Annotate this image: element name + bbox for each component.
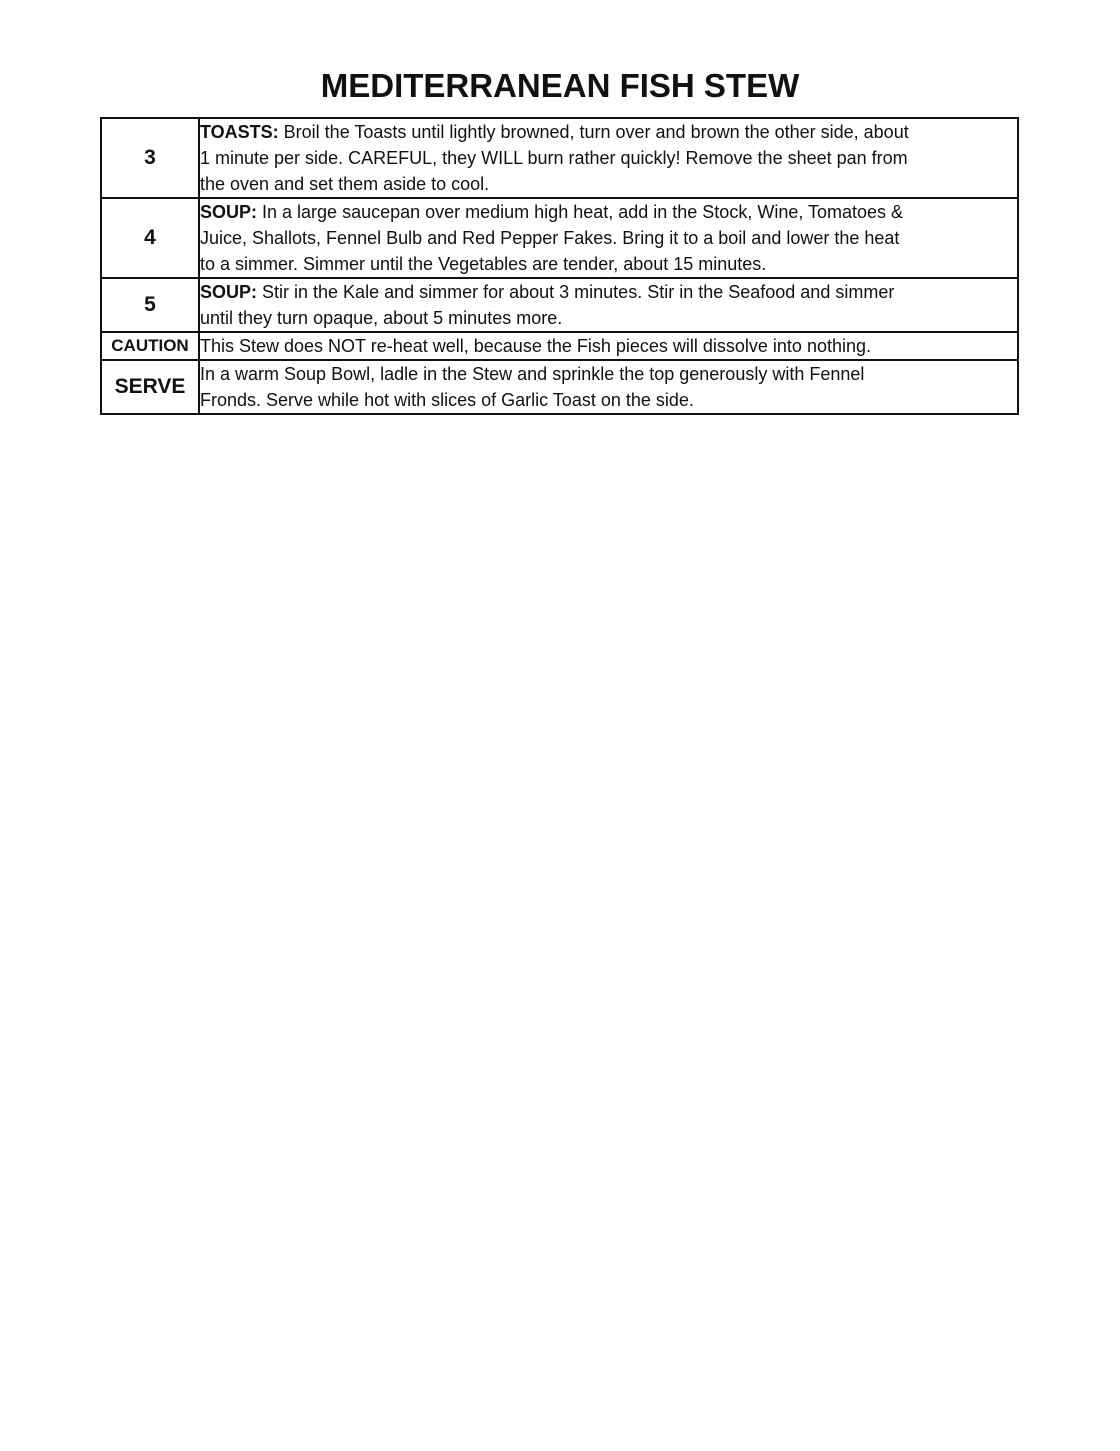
step-instructions — [199, 198, 1018, 278]
instruction-line — [200, 199, 1017, 225]
step-heading: SOUP: — [200, 202, 258, 222]
instruction-line: This Stew does NOT re-heat well, because the Fish pieces will dissolve into nothing. — [200, 336, 871, 356]
step-number: 5 — [101, 278, 199, 332]
step-row-5 — [101, 278, 1018, 332]
instruction-line: the oven and set them aside to cool. — [200, 174, 490, 194]
instruction-line: In a warm Soup Bowl, ladle in the Stew and sprinkle the top generously with Fennel — [200, 364, 865, 384]
instruction-text: Broil the Toasts until lightly browned, turn over and brown the other side, about — [278, 122, 909, 142]
step-row-4 — [101, 198, 1018, 278]
caution-label: CAUTION — [101, 332, 199, 360]
instruction-line — [200, 279, 1017, 305]
instruction-line: 1 minute per side. CAREFUL, they WILL burn rather quickly! Remove the sheet pan from — [200, 148, 908, 168]
step-number: 3 — [101, 118, 199, 198]
serve-instructions — [199, 360, 1018, 414]
instruction-line: Fronds. Serve while hot with slices of Garlic Toast on the side. — [200, 390, 694, 410]
step-instructions — [199, 278, 1018, 332]
instruction-text: In a large saucepan over medium high heat, add in the Stock, Wine, Tomatoes & — [257, 202, 904, 222]
step-row-3 — [101, 118, 1018, 198]
instruction-text: Stir in the Kale and simmer for about 3 minutes. Stir in the Seafood and simmer — [257, 282, 895, 302]
page-title: MEDITERRANEAN FISH STEW — [320, 67, 800, 104]
caution-text — [199, 332, 1018, 360]
step-instructions — [199, 118, 1018, 198]
serve-label: SERVE — [101, 360, 199, 414]
step-heading: SOUP: — [200, 282, 258, 302]
instruction-line — [200, 119, 1017, 145]
step-row-serve — [101, 360, 1018, 414]
recipe-steps-table — [100, 117, 1019, 415]
step-number: 4 — [101, 198, 199, 278]
step-heading: TOASTS: — [200, 122, 279, 142]
instruction-line: until they turn opaque, about 5 minutes more. — [200, 308, 563, 328]
step-row-caution — [101, 332, 1018, 360]
instruction-line: Juice, Shallots, Fennel Bulb and Red Pepper Fakes. Bring it to a boil and lower the heat — [200, 228, 900, 248]
instruction-line: to a simmer. Simmer until the Vegetables are tender, about 15 minutes. — [200, 254, 767, 274]
